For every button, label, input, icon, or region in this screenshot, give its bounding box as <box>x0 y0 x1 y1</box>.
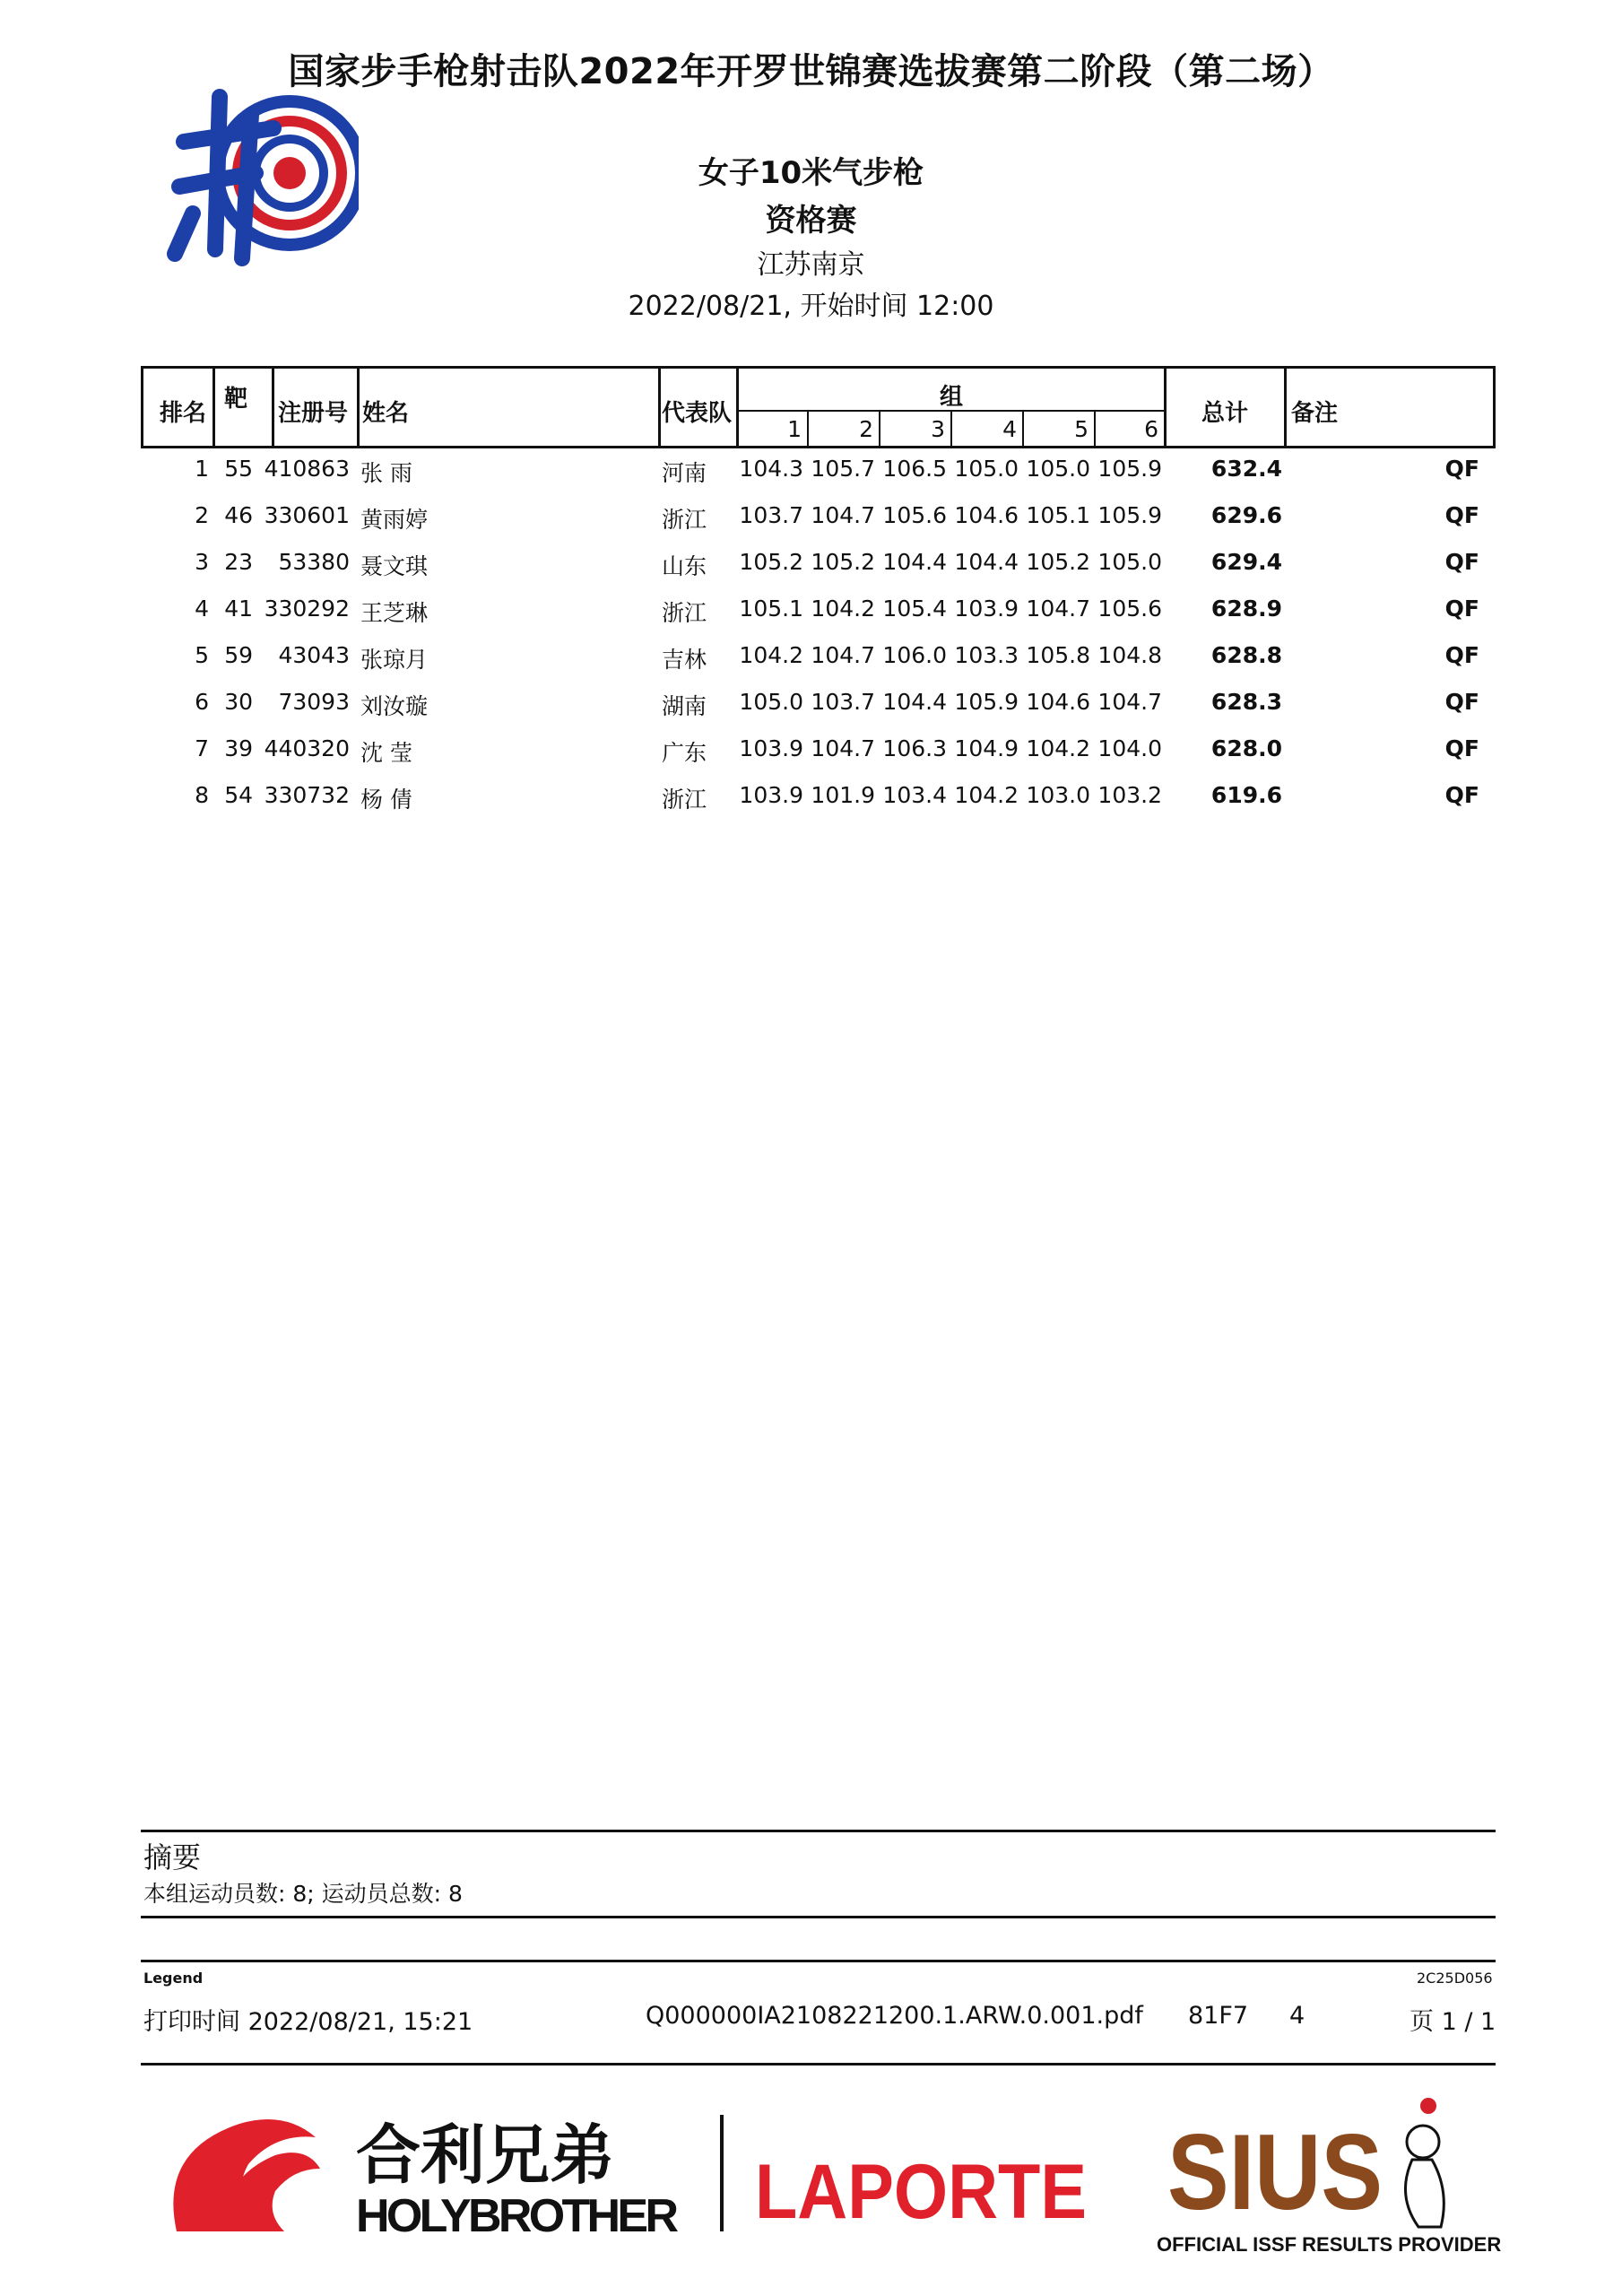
remark-cell: QF <box>1444 596 1479 622</box>
holybrother-en: HOLYBROTHER <box>356 2190 679 2242</box>
series-score-cell: 104.0 <box>1097 735 1162 761</box>
series-score-cell: 104.6 <box>1026 689 1090 715</box>
series-score-cell: 104.2 <box>954 782 1019 808</box>
team-cell: 湖南 <box>662 693 707 719</box>
name-cell: 杨 倩 <box>360 787 412 813</box>
reg-cell: 330732 <box>264 782 350 808</box>
series-score-cell: 103.0 <box>1026 782 1090 808</box>
legend-label: Legend <box>143 1970 204 1987</box>
reg-cell: 43043 <box>278 642 350 668</box>
series-score-cell: 105.2 <box>811 549 875 575</box>
series-score-cell: 104.4 <box>882 549 947 575</box>
team-cell: 浙江 <box>662 787 707 813</box>
reg-cell: 53380 <box>278 549 350 575</box>
name-cell: 张 雨 <box>360 460 412 486</box>
series-score-cell: 105.1 <box>739 596 803 622</box>
series-score-cell: 104.6 <box>954 502 1019 528</box>
header-total: 总计 <box>1201 400 1249 427</box>
team-cell: 山东 <box>662 553 707 579</box>
team-cell: 吉林 <box>662 647 707 673</box>
series-score-cell: 104.7 <box>811 502 875 528</box>
team-cell: 广东 <box>662 740 707 766</box>
rank-cell: 3 <box>195 549 209 575</box>
header-series-2: 2 <box>859 416 873 442</box>
table-row <box>0 782 1622 829</box>
series-score-cell: 103.9 <box>739 782 803 808</box>
rank-cell: 7 <box>195 735 209 761</box>
header-remark: 备注 <box>1291 400 1339 427</box>
table-row <box>0 642 1622 689</box>
sius-logo <box>1167 2098 1444 2232</box>
series-score-cell: 105.4 <box>882 596 947 622</box>
series-score-cell: 105.8 <box>1026 642 1090 668</box>
target-cell: 30 <box>224 689 253 715</box>
total-cell: 628.3 <box>1210 689 1282 715</box>
page-number: 页 1 / 1 <box>1409 2008 1496 2036</box>
remark-cell: QF <box>1444 735 1479 761</box>
series-score-cell: 105.6 <box>1097 596 1162 622</box>
target-cell: 23 <box>224 549 253 575</box>
header-name: 姓名 <box>362 400 410 427</box>
venue: 江苏南京 <box>757 249 865 281</box>
series-score-cell: 104.7 <box>811 735 875 761</box>
document-title: 国家步手枪射击队2022年开罗世锦赛选拔赛第二阶段（第二场） <box>288 51 1334 92</box>
target-cell: 41 <box>224 596 253 622</box>
series-score-cell: 105.9 <box>954 689 1019 715</box>
header-series-5: 5 <box>1074 416 1089 442</box>
name-cell: 张琼月 <box>360 647 429 673</box>
header-series-1: 1 <box>787 416 802 442</box>
sius-tagline: OFFICIAL ISSF RESULTS PROVIDER <box>1157 2233 1502 2256</box>
name-cell: 王芝琳 <box>360 600 429 626</box>
doc-id: 81F7 <box>1188 2002 1249 2030</box>
series-score-cell: 105.2 <box>739 549 803 575</box>
summary-text: 本组运动员数: 8; 运动员总数: 8 <box>143 1881 463 1907</box>
table-row <box>0 549 1622 596</box>
series-score-cell: 103.4 <box>882 782 947 808</box>
series-score-cell: 104.2 <box>739 642 803 668</box>
rank-cell: 8 <box>195 782 209 808</box>
series-score-cell: 103.9 <box>739 735 803 761</box>
table-row <box>0 502 1622 549</box>
event-name: 女子10米气步枪 <box>698 155 924 191</box>
target-cell: 46 <box>224 502 253 528</box>
series-score-cell: 104.4 <box>954 549 1019 575</box>
series-score-cell: 106.3 <box>882 735 947 761</box>
laporte-logo <box>755 2149 1087 2235</box>
header-group: 组 <box>940 384 964 411</box>
laporte-text: LAPORTE <box>755 2149 1087 2235</box>
name-cell: 沈 莹 <box>360 740 412 766</box>
series-score-cell: 103.7 <box>811 689 875 715</box>
rank-cell: 1 <box>195 456 209 482</box>
start-datetime: 2022/08/21, 开始时间 12:00 <box>628 291 994 322</box>
remark-cell: QF <box>1444 782 1479 808</box>
reg-cell: 330601 <box>264 502 350 528</box>
header-team: 代表队 <box>662 400 733 427</box>
series-score-cell: 103.9 <box>954 596 1019 622</box>
series-score-cell: 104.7 <box>1026 596 1090 622</box>
series-score-cell: 105.0 <box>1097 549 1162 575</box>
rank-cell: 6 <box>195 689 209 715</box>
header-reg: 注册号 <box>278 400 349 427</box>
series-score-cell: 105.9 <box>1097 502 1162 528</box>
remark-cell: QF <box>1444 689 1479 715</box>
rank-cell: 5 <box>195 642 209 668</box>
series-score-cell: 103.3 <box>954 642 1019 668</box>
table-row <box>0 596 1622 642</box>
series-score-cell: 105.1 <box>1026 502 1090 528</box>
table-row <box>0 456 1622 502</box>
rank-cell: 2 <box>195 502 209 528</box>
series-score-cell: 103.2 <box>1097 782 1162 808</box>
series-score-cell: 104.4 <box>882 689 947 715</box>
series-score-cell: 103.7 <box>739 502 803 528</box>
team-cell: 浙江 <box>662 600 707 626</box>
total-cell: 629.6 <box>1210 502 1282 528</box>
name-cell: 聂文琪 <box>360 553 429 579</box>
series-score-cell: 105.0 <box>954 456 1019 482</box>
remark-cell: QF <box>1444 549 1479 575</box>
series-score-cell: 106.0 <box>882 642 947 668</box>
target-cell: 59 <box>224 642 253 668</box>
series-score-cell: 105.6 <box>882 502 947 528</box>
series-score-cell: 105.7 <box>811 456 875 482</box>
target-cell: 55 <box>224 456 253 482</box>
summary-title: 摘要 <box>143 1840 202 1874</box>
series-score-cell: 105.0 <box>1026 456 1090 482</box>
name-cell: 黄雨婷 <box>360 507 429 533</box>
series-score-cell: 105.9 <box>1097 456 1162 482</box>
sius-text: SIUS <box>1167 2112 1383 2232</box>
remark-cell: QF <box>1444 502 1479 528</box>
team-cell: 浙江 <box>662 507 707 533</box>
phase-name: 资格赛 <box>765 203 857 239</box>
doc-number: 4 <box>1289 2002 1305 2030</box>
series-score-cell: 106.5 <box>882 456 947 482</box>
team-cell: 河南 <box>662 460 707 486</box>
series-score-cell: 105.0 <box>739 689 803 715</box>
header-series-4: 4 <box>1002 416 1017 442</box>
remark-cell: QF <box>1444 456 1479 482</box>
total-cell: 629.4 <box>1210 549 1282 575</box>
series-score-cell: 104.7 <box>811 642 875 668</box>
sponsor-banner <box>141 2079 1496 2258</box>
series-score-cell: 104.3 <box>739 456 803 482</box>
total-cell: 628.0 <box>1210 735 1282 761</box>
total-cell: 632.4 <box>1210 456 1282 482</box>
series-score-cell: 105.2 <box>1026 549 1090 575</box>
header-series-3: 3 <box>931 416 945 442</box>
target-cell: 54 <box>224 782 253 808</box>
remark-cell: QF <box>1444 642 1479 668</box>
header-rank: 排名 <box>160 400 207 427</box>
series-score-cell: 104.7 <box>1097 689 1162 715</box>
series-score-cell: 101.9 <box>811 782 875 808</box>
reg-cell: 330292 <box>264 596 350 622</box>
reg-cell: 440320 <box>264 735 350 761</box>
rank-cell: 4 <box>195 596 209 622</box>
print-time: 打印时间 2022/08/21, 15:21 <box>143 2008 473 2036</box>
header-series-6: 6 <box>1144 416 1158 442</box>
table-row <box>0 689 1622 735</box>
header-target: 靶 <box>224 386 248 413</box>
table-row <box>0 735 1622 782</box>
series-score-cell: 104.9 <box>954 735 1019 761</box>
series-score-cell: 104.8 <box>1097 642 1162 668</box>
holybrother-cn: 合利兄弟 <box>356 2118 615 2193</box>
reg-cell: 410863 <box>264 456 350 482</box>
total-cell: 628.8 <box>1210 642 1282 668</box>
file-name: Q000000IA2108221200.1.ARW.0.001.pdf <box>646 2002 1143 2030</box>
target-cell: 39 <box>224 735 253 761</box>
total-cell: 628.9 <box>1210 596 1282 622</box>
holybrother-logo <box>173 2115 724 2242</box>
name-cell: 刘汝璇 <box>360 693 429 719</box>
series-score-cell: 104.2 <box>811 596 875 622</box>
series-score-cell: 104.2 <box>1026 735 1090 761</box>
reg-cell: 73093 <box>278 689 350 715</box>
total-cell: 619.6 <box>1210 782 1282 808</box>
document-code: 2C25D056 <box>1417 1970 1493 1987</box>
